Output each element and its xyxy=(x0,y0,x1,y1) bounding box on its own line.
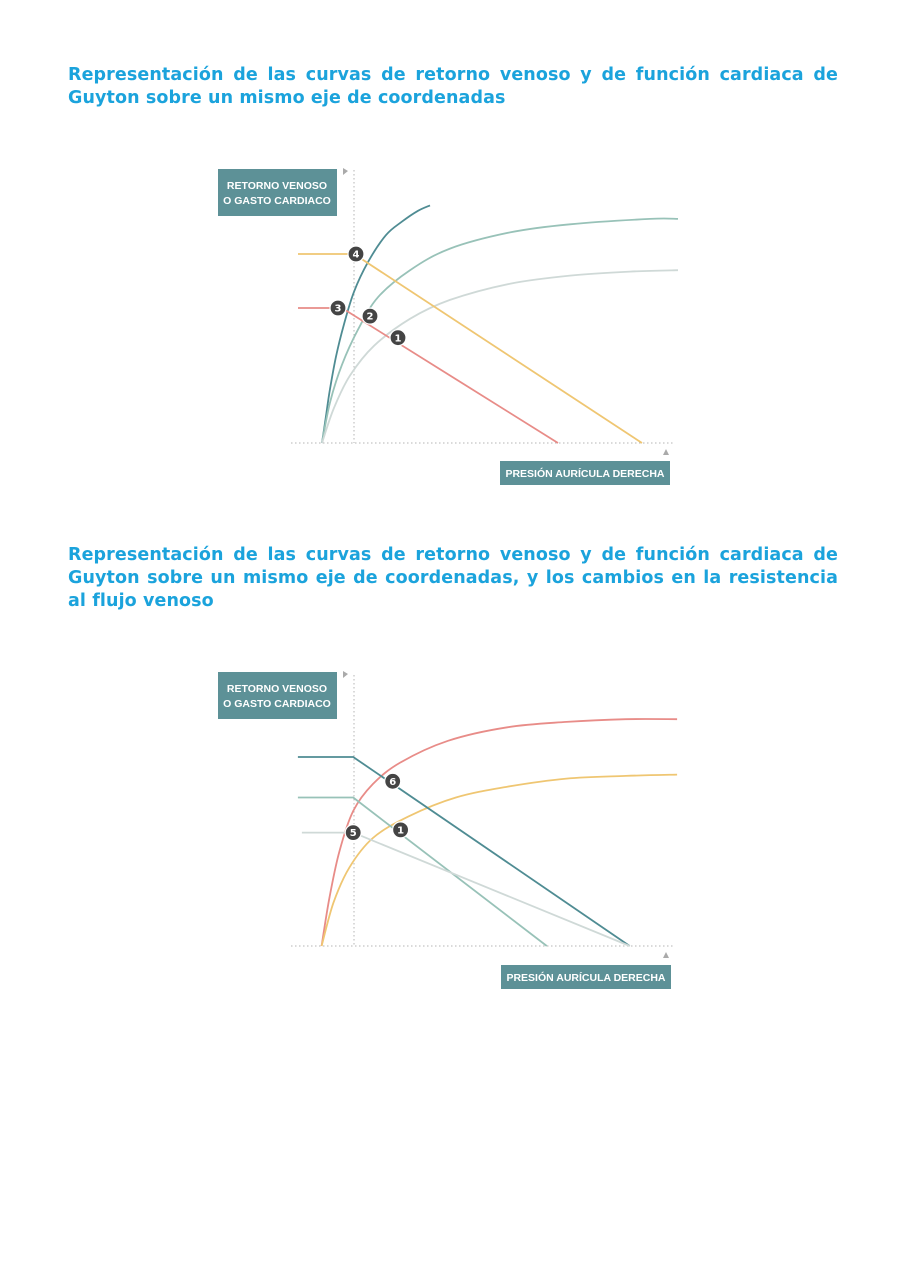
point-marker-label: 6 xyxy=(389,776,397,788)
series-line-cardiac-function-low xyxy=(322,775,677,946)
point-marker-label: 1 xyxy=(394,333,402,345)
chart-2 xyxy=(0,655,907,1005)
figure-2-title: Representación de las curvas de retorno venoso y de función cardiaca de Guyton sobre un mismo eje de coordenadas, y los cambios en la resistencia al flujo venoso xyxy=(68,545,838,611)
y-axis-arrow xyxy=(343,671,348,678)
point-marker-4 xyxy=(348,246,364,262)
point-marker-6 xyxy=(385,773,401,789)
y-axis-label-line-2: O GASTO CARDIACO xyxy=(223,698,331,710)
y-axis-label-line-2: O GASTO CARDIACO xyxy=(223,195,331,207)
series-line-cardiac-function-low xyxy=(322,270,678,443)
series-line-venous-return-low-resistance xyxy=(298,757,630,946)
point-marker-label: 2 xyxy=(366,311,374,323)
series-line-cardiac-function-high xyxy=(322,205,430,443)
point-marker-2 xyxy=(362,308,378,324)
x-axis-label: PRESIÓN AURÍCULA DERECHA xyxy=(505,468,665,480)
series-line-cardiac-function-mid xyxy=(322,219,678,444)
series-line-cardiac-function-high xyxy=(322,719,677,946)
point-marker-label: 5 xyxy=(349,828,357,840)
point-marker-label: 3 xyxy=(334,303,342,315)
series-line-venous-return-high-resistance xyxy=(302,833,630,946)
y-axis-label-line-1: RETORNO VENOSO xyxy=(226,683,328,695)
y-axis-label-box xyxy=(218,169,337,216)
point-marker-1 xyxy=(390,330,406,346)
x-axis-arrow xyxy=(663,952,669,958)
x-axis-label: PRESIÓN AURÍCULA DERECHA xyxy=(506,972,666,984)
chart-1 xyxy=(0,150,907,500)
point-marker-label: 4 xyxy=(352,249,360,261)
x-axis-arrow xyxy=(663,449,669,455)
point-marker-3 xyxy=(330,300,346,316)
point-marker-1 xyxy=(393,822,409,838)
y-axis-label-box xyxy=(218,672,337,719)
y-axis-arrow xyxy=(343,168,348,175)
point-marker-label: 1 xyxy=(397,825,405,837)
point-marker-5 xyxy=(345,825,361,841)
y-axis-label-line-1: RETORNO VENOSO xyxy=(226,180,328,192)
figure-1-title: Representación de las curvas de retorno venoso y de función cardiaca de Guyton sobre un mismo eje de coordenadas xyxy=(68,65,838,108)
series-line-venous-return-low xyxy=(298,308,558,443)
